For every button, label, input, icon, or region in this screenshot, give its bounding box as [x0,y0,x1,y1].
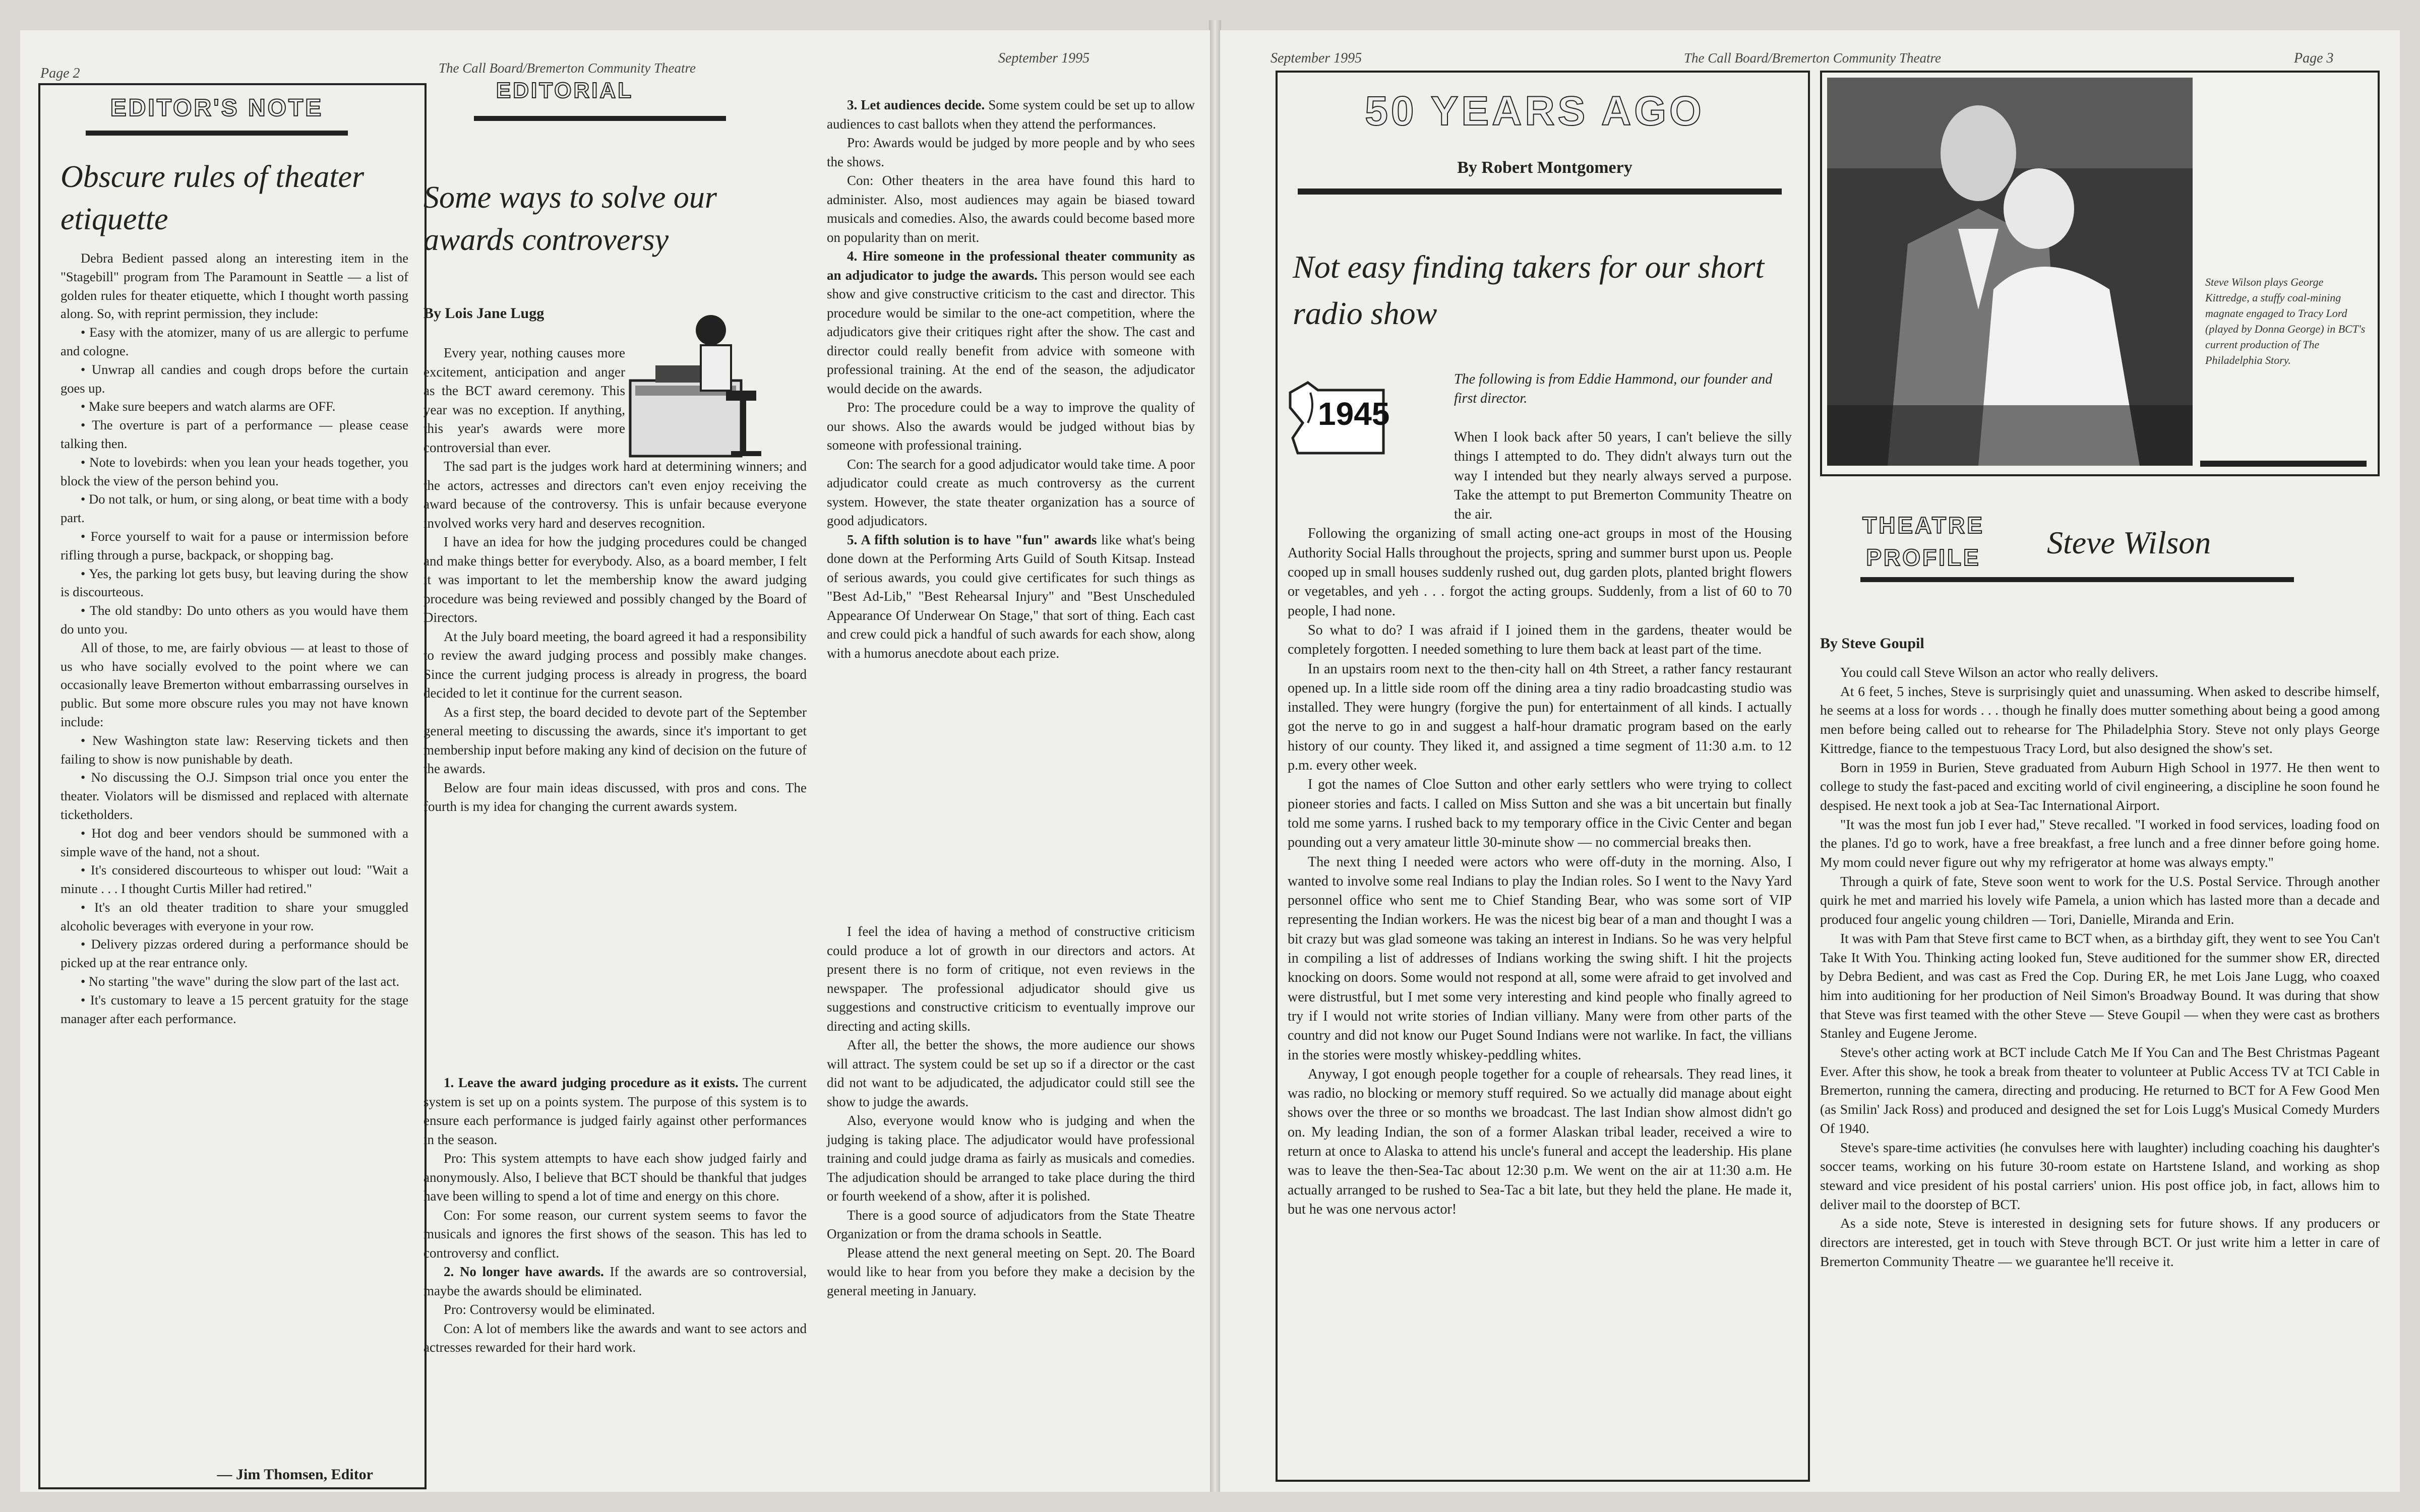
paragraph-text: Con: For some reason, our current system seems to favor the musicals and ignores the first shows of the season. This has led to controversy and conflict. [424,1207,807,1261]
paragraph-text: Some system could be set up to allow audiences to cast ballots when they attend the performances. [827,97,1195,132]
fifty-years-headline: Not easy finding takers for our short radio show [1293,249,1765,331]
header-date-right: September 1995 [1270,50,1362,66]
paragraph: Every year, nothing causes more excitement, anticipation and anger as the BCT award ceremony. This year was no exception. If anything, this year's awards were more controversial than ever. [424,345,625,455]
paragraph: At the July board meeting, the board agreed it had a responsibility to review the award judging process and possibly make changes. Since the current judging process is already in progress, the board decided to let it continue for the current season. [424,628,807,701]
paragraph: • Hot dog and beer vendors should be summoned with a simple wave of the hand, not a shout. [60,825,408,859]
paragraph-text: like what's being done down at the Performing Arts Guild of South Kitsap. Instead of serious awards, you could give certificates for such things as "Best Ad-Lib," "Best Rehearsal Injury" and "Best Unscheduled Appearance Of Underwear On Stage," that sort of thing. Each cast and crew could pick a handful of such awards for each show, along with a humorus anecdote about each prize. [827,532,1195,661]
header-center-right: The Call Board/Bremerton Community Theatre [1684,50,1941,66]
right-page [1220,30,2400,1492]
editorial-byline: By Lois Jane Lugg [424,305,544,322]
paragraph-lead: 5. A fifth solution is to have "fun" awards [847,532,1097,547]
paragraph: After all, the better the shows, the more audience our shows will attract. The system could be set up so if a director or the cast did not want to be adjudicated, the adjudicator could still see the show to judge the awards. [827,1037,1195,1109]
paragraph-text: This person would see each show and give constructive criticism to the cast and director. This procedure would be similar to the one-act competition, where the adjudicators give their critiques right after the show. The cast and director could really benefit from advice with someone with professional training. At the end of the season, the adjudicator would decide on the awards. [827,267,1195,396]
paragraph [424,1206,807,1263]
folio-right: Page 3 [2294,50,2334,66]
paragraph: Also, everyone would know who is judging and when the judging is taking place. The adjudicator would have professional training and could judge drama as fairly as musicals and comedies. The adjudication should be arranged to take place during the third or fourth weekend of a show, after it is polished. [827,1113,1195,1204]
profile-name: Steve Wilson [2047,525,2211,560]
paragraph [424,1074,807,1149]
editorial-column-1-options [424,1074,807,1357]
paragraph: In an upstairs room next to the then-city hall on 4th Street, a rather fancy restaurant opened up. In a little side room off the dining area a tiny radio broadcasting studio was installed. They were hungry (forgive the pun) for entertainment of all kinds. I actually got the nerve to go in and suggest a half-hour dramatic program based on the early history of our county. They liked it, and assigned a time segment of 11:30 a.m. to 12 p.m. every other week. [1288,661,1792,774]
paragraph: All of those, to me, are fairly obvious — at least to those of us who have socially evolved to the point where we can occasionally leave Bremerton without embarrassing ourselves in public. But some more obscure rules you may not have known include: [60,640,408,729]
paragraph: • Easy with the atomizer, many of us are allergic to perfume and cologne. [60,325,408,358]
paragraph: • Make sure beepers and watch alarms are OFF. [81,399,336,414]
paragraph [827,531,1195,663]
photo-box [1820,71,2380,476]
paragraph-lead: 1. Leave the award judging procedure as it exists. [444,1075,739,1090]
header-date-left: September 1995 [998,50,1090,66]
paragraph [827,247,1195,398]
kicker-rule [86,131,348,136]
paragraph: Following the organizing of small acting one-act groups in most of the Housing Authority Social Halls throughout the projects, spring and summer burst upon us. People cooped up in small houses suddenly rushed out, dug garden plots, planted bright flowers or vegetables, and yeh . . . forgot the acting groups. Suddenly, from a list of 60 to 70 people, I had none. [1288,526,1792,619]
editorial-kicker-rule [474,116,726,121]
paragraph: Anyway, I got enough people together for a couple of rehearsals. They read lines, it was radio, no blocking or memory stuff required. So we actually did manage about eight shows over the three or so months we broadcast. The last Indian show almost didn't go on. My leading Indian, the son of a former Alaskan tribal leader, received a wire to return at once to Alaska to attend his uncle's funeral and accept the leadership. His plane was to leave the then-Sea-Tac about 12:30 p.m. We went on the air at 11:30 a.m. He actually arranged to be rushed to Sea-Tac a bit late, but they held the plane. He made it, but he was one nervous actor! [1288,1066,1792,1217]
paragraph [424,1149,807,1206]
paragraph [827,455,1195,531]
paragraph-text: Pro: Awards would be judged by more people and by who sees the shows. [827,135,1195,169]
fifty-years-kicker: 50 YEARS AGO [1365,88,1705,134]
paragraph: The sad part is the judges work hard at determining winners; and the actors, actresses and directors can't even enjoy receiving the award because of the controversy. This is unfair because everyone involved works very hard and deserves recognition. [424,459,807,531]
paragraph: • It's considered discourteous to whisper out loud: "Wait a minute . . . I thought Curtis Miller had retired." [60,862,408,897]
paragraph-text: Con: A lot of members like the awards and want to see actors and actresses rewarded for their hard work. [424,1320,807,1355]
caption-rule [2200,461,2367,467]
photo-caption: Steve Wilson plays George Kittredge, a stuffy coal-mining magnate engaged to Tracy Lord (played by Donna George) in BCT's current production of The Philadelphia Story. [2205,276,2366,366]
paragraph: • The old standby: Do unto others as you would have them do unto you. [60,603,408,637]
paragraph: Steve's other acting work at BCT include Catch Me If You Can and The Best Christmas Pageant Ever. After this show, he took a break from theater to volunteer at Public Access TV at TCI Cable in Bremerton, running the camera, directing and producing. He returned to BCT for A Few Good Men (as Smilin' Jack Ross) and produced and designed the set for Lois Lugg's Musical Comedy Murders Of 1940. [1820,1044,2380,1136]
paragraph: At 6 feet, 5 inches, Steve is surprisingly quiet and unassuming. When asked to describe himself, he seems at a loss for words . . . though he finally does mutter something about being a good among men before being called out to rehearse for The Philadelphia Story. Steve not only plays George Kittredge, fiance to the tempestuous Tracy Lord, but also designed the show's set. [1820,683,2380,756]
fifty-years-body [1288,428,1792,1219]
paragraph: So what to do? I was afraid if I joined them in the gardens, theater would be completely forgotten. I needed something to lure them back at least part of the time. [1288,622,1792,658]
paragraph: • Do not talk, or hum, or sing along, or beat time with a body part. [60,491,408,526]
year-badge: 1945 [1318,396,1390,432]
paragraph: • The overture is part of a performance — please cease talking then. [60,417,408,451]
paragraph: • Delivery pizzas ordered during a performance should be picked up at the rear entrance only. [60,936,408,971]
paragraph: When I look back after 50 years, I can't believe the silly things I attempted to do. They didn't always turn out the way I intended but they nearly always served a purpose. Take the attempt to put Bremerton Community Theatre on the air. [1454,429,1792,523]
paragraph: Debra Bedient passed along an interesting item in the "Stagebill" program from The Paramount in Seattle — a list of golden rules for theater etiquette, which I thought worth passing along. So, with reprint permission, they include: [60,250,408,322]
fifty-years-byline: By Robert Montgomery [1457,158,1632,177]
paragraph: • New Washington state law: Reserving tickets and then failing to show is now punishable by death. [60,732,408,767]
page-gutter [1209,20,1221,1492]
paragraph: • No starting "the wave" during the slow part of the last act. [81,974,400,989]
profile-rule [1860,577,2294,582]
paragraph-text: If the awards are so controversial, maybe the awards should be eliminated. [424,1264,807,1298]
paragraph [827,398,1195,455]
paragraph [827,171,1195,247]
editors-note-box [38,83,427,1489]
paragraph-text: Pro: Controversy would be eliminated. [444,1302,655,1317]
paragraph: It was with Pam that Steve first came to BCT when, as a birthday gift, they went to see You Can't Take It With You. Thinking acting looked fun, Steve auditioned for the summer show ER, directed by Debra Bedient, and was cast as Fred the Cop. During ER, he met Lois Jane Lugg, who coaxed him into auditioning for her production of Neil Simon's Broadway Bound. It was during that show that Steve was first teamed with the other Steve — Steve Goupil — when they were cast as brothers Stanley and Eugene Jerome. [1820,930,2380,1041]
paragraph: I got the names of Cloe Sutton and other early settlers who were trying to collect pioneer stories and facts. I called on Miss Sutton and she was a bit uncertain but finally told me some yarns. I rushed back to my temporary office in the Civic Center and began pounding out a very amateur little 30-minute show — no commercial breaks then. [1288,777,1792,851]
paragraph [827,134,1195,171]
paragraph: As a side note, Steve is interested in designing sets for future shows. If any producers or directors are interested, get in touch with Steve through BCT. Or just write him a letter in care of Bremerton Community Theatre — we guarantee he'll receive it. [1820,1215,2380,1269]
paragraph: • Force yourself to wait for a pause or intermission before rifling through a purse, backpack, or shopping bag. [60,528,408,562]
paragraph [827,96,1195,134]
header-center-left: The Call Board/Bremerton Community Theatre [439,60,696,76]
paragraph: • Yes, the parking lot gets busy, but leaving during the show is discourteous. [60,565,408,600]
editors-note-body [60,249,408,1028]
paragraph: As a first step, the board decided to devote part of the September general meeting to discussing the awards, since it's important to get membership input before making any kind of decision on the future of the awards. [424,704,807,776]
paragraph: • It's customary to leave a 15 percent gratuity for the stage manager after each performance. [60,992,408,1026]
paragraph [424,1263,807,1300]
paragraph: "It was the most fun job I ever had," Steve recalled. "I worked in food services, loading food on the planes. I'd go to work, have a free breakfast, a free lunch and a free dinner before going home. My mom could never figure out why my refrigerator at home was always empty." [1820,816,2380,870]
paragraph: The next thing I needed were actors who were off-duty in the morning. Also, I wanted to involve some real Indians to play the Indian roles. So I went to the Navy Yard personnel office who sent me to Chief Standing Bear, who was some sort of VIP representing the Indian workers. He was the nicest big bear of a man and thought I was a bit crazy but was glad someone was taking an interest in Indians. So he was very helpful in compiling a list of addresses of Indians working the swing shift. I hit the projects knocking on doors. Some would not respond at all, some were afraid to get involved and were distrustful, but I met some very interesting and kind people who finally agreed to try if I would not write stories of Indian villiany. Many were from other parts of the country and did not know our Puget Sound Indians were not warlike. In fact, the villians in the stories were mostly whiskey-peddling whites. [1288,854,1792,1063]
paragraph: Through a quirk of fate, Steve soon went to work for the U.S. Postal Service. Through another quirk he met and married his lovely wife Pamela, a union which has lasted more than a decade and produced four angelic young children — Tori, Danielle, Miranda and Erin. [1820,873,2380,927]
paragraph-lead: 3. Let audiences decide. [847,97,985,112]
editors-note-signature: — Jim Thomsen, Editor [217,1466,373,1483]
paragraph [424,1300,807,1319]
profile-kicker-line2: PROFILE [1866,544,1981,571]
paragraph: Please attend the next general meeting on Sept. 20. The Board would like to hear from you before they make a decision by the general meeting in January. [827,1245,1195,1298]
editors-note-headline: Obscure rules of theater etiquette [60,160,365,236]
fifty-years-rule [1298,188,1782,195]
editorial-kicker: EDITORIAL [496,78,634,103]
paragraph-text: Con: The search for a good adjudicator would take time. A poor adjudicator could create as much controversy as the current system. However, the state theater organization has a source of good adjudicators. [827,456,1195,528]
paragraph: Steve's spare-time activities (he convulses here with laughter) including coaching his daughter's soccer teams, working on his future 30-room estate on Hartstene Island, and working as shop steward and vice president of his postal carriers' union. His post office job, in fact, allows him to deliver mail to the doorstep of BCT. [1820,1139,2380,1212]
profile-byline: By Steve Goupil [1820,635,1924,652]
profile-body [1820,663,2380,1271]
paragraph: I feel the idea of having a method of constructive criticism could produce a lot of growth in our directors and actors. At present there is no form of critique, not even reviews in the newspaper. The professional adjudicator should give us suggestions and constructive criticism to eventually improve our directing and acting skills. [827,924,1195,1034]
fifty-years-intro: The following is from Eddie Hammond, our founder and first director. [1454,371,1773,406]
paragraph: • No discussing the O.J. Simpson trial once you enter the theater. Violators will be dismissed and replaced with alternate ticketholders. [60,770,408,822]
editorial-column-1 [424,344,807,816]
editorial-column-2 [827,96,1195,663]
paragraph: • It's an old theater tradition to share your smuggled alcoholic beverages with everyone in your row. [60,899,408,933]
paragraph [424,1319,807,1357]
paragraph: I have an idea for how the judging procedures could be changed and make things better for everybody. Also, as a board member, I felt it was important to let the membership know the award judging procedure was being reviewed and possibly changed by the Board of Directors. [424,534,807,625]
paragraph-text: Pro: The procedure could be a way to improve the quality of our shows. Also the awards would be judged without bias by someone with professional training. [827,400,1195,453]
paragraph-lead: 2. No longer have awards. [444,1264,604,1279]
production-photo [1827,78,2193,466]
fifty-years-box [1276,71,1810,1482]
paragraph-text: Con: Other theaters in the area have found this hard to administer. Also, most audiences may again be biased toward musicals and comedies. Also, the awards could become based more on popularity than on merit. [827,173,1195,245]
profile-kicker [1860,509,1986,574]
profile-kicker-line1: THEATRE [1862,512,1984,538]
actors-photo-icon [1827,78,2193,466]
paragraph: You could call Steve Wilson an actor who really delivers. [1840,664,2159,680]
editorial-column-2-conclusion [827,922,1195,1300]
paragraph: There is a good source of adjudicators from the State Theatre Organization or from the drama schools in Seattle. [827,1207,1195,1241]
paragraph: Born in 1959 in Burien, Steve graduated from Auburn High School in 1977. He then went to college to study the fast-paced and exciting world of civil engineering, a discipline he soon found he despised. He next took a job at Sea-Tac International Airport. [1820,759,2380,813]
paragraph-text: Pro: This system attempts to have each show judged fairly and anonymously. Also, I believe that BCT should be thankful that judges have been willing to spend a lot of time and energy on this chore. [424,1151,807,1204]
left-page [20,30,1210,1492]
paragraph-lead: 4. Hire someone in the professional theater community as an adjudicator to judge the awards. [827,248,1195,283]
folio-left: Page 2 [40,66,80,81]
paragraph-text: The current system is set up on a points system. The purpose of this system is to ensure each performance is judged fairly against other performances in the season. [424,1075,807,1147]
editorial-headline: Some ways to solve our awards controversy [424,180,717,257]
paragraph: • Unwrap all candies and cough drops before the curtain goes up. [60,361,408,396]
paragraph: • Note to lovebirds: when you lean your heads together, you block the view of the person behind you. [60,454,408,488]
editors-note-kicker: EDITOR'S NOTE [110,95,324,121]
paragraph: Below are four main ideas discussed, with pros and cons. The fourth is my idea for changing the current awards system. [424,780,807,814]
